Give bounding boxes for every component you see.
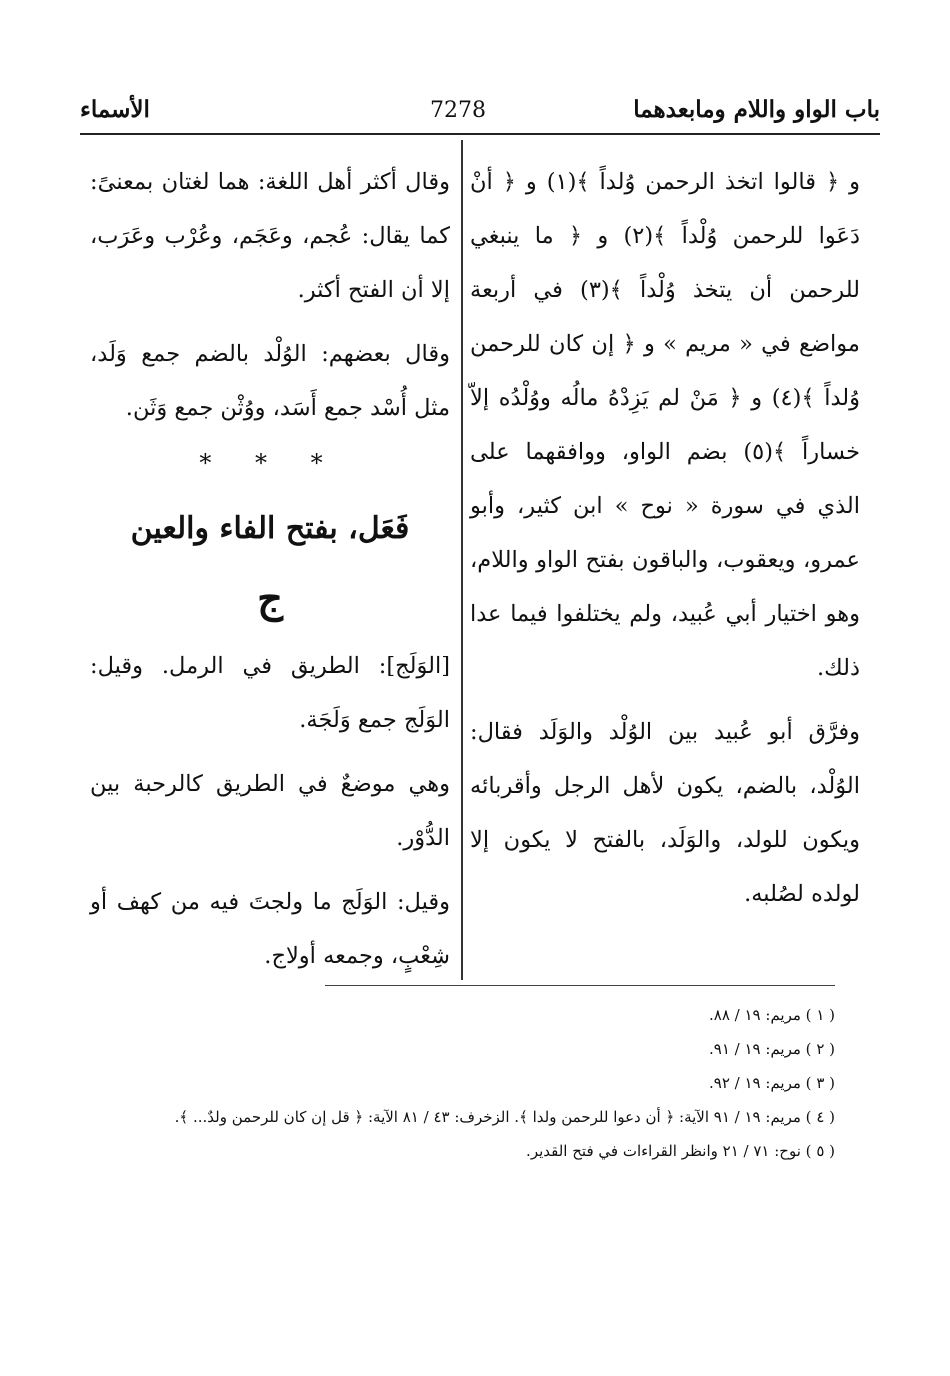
footnote: ( ٤ ) مريم: ١٩ / ٩١ الآية: ﴿ أن دعوا للرحمن ولدا ﴾. الزخرف: ٤٣ / ٨١ الآية: ﴿ قل إن كان للرحمن ولدٌ... ﴾. <box>174 1108 835 1126</box>
footnote: ( ١ ) مريم: ١٩ / ٨٨. <box>709 1006 835 1024</box>
footnote: ( ٥ ) نوح: ٧١ / ٢١ وانظر القراءات في فتح القدير. <box>526 1142 835 1160</box>
left-column <box>90 155 450 993</box>
paragraph: وقال بعضهم: الوُلْد بالضم جمع وَلَد، مثل أُسْد جمع أَسَد، ووُثْن جمع وَثَن. <box>90 341 450 421</box>
header-rule <box>80 133 880 135</box>
footnote: ( ٣ ) مريم: ١٩ / ٩٢. <box>709 1074 835 1092</box>
page-number: 7278 <box>430 98 486 123</box>
paragraph: وهي موضعٌ في الطريق كالرحبة بين الدُّوْر. <box>90 771 450 851</box>
chapter-title: باب الواو واللام ومابعدهما <box>633 96 880 123</box>
paragraph: وقيل: الوَلَج ما ولجتَ فيه من كهف أو شِعْبٍ، وجمعه أولاج. <box>90 889 450 969</box>
footnote-rule <box>325 985 835 986</box>
column-divider <box>461 140 463 980</box>
right-column <box>470 155 860 931</box>
paragraph: و ﴿ قالوا اتخذ الرحمن وُلداً ﴾(١) و ﴿ أنْ دَعَوا للرحمن وُلْداً ﴾(٢) و ﴿ ما ينبغي للرحمن أن يتخذ وُلْداً ﴾(٣) في أربعة مواضع في « مريم » و ﴿ إن كان للرحمن وُلداً ﴾(٤) و ﴿ مَنْ لم يَزِدْهُ مالُه ووُلْدُه إلاّ خساراً ﴾(٥) بضم الواو، ووافقهما على الذي في سورة « نوح » ابن كثير، وأبو عمرو، ويعقوب، والباقون بفتح الواو واللام، وهو اختيار أبي عُبيد، ولم يختلفوا فيما عدا ذلك. <box>470 169 861 681</box>
footnotes <box>100 998 835 1168</box>
paragraph: [الوَلَج]: الطريق في الرمل. وقيل: الوَلَج جمع وَلَجَة. <box>90 653 450 733</box>
section-separator: * * * <box>199 449 341 477</box>
page-header <box>80 96 880 136</box>
paragraph: وقال أكثر أهل اللغة: هما لغتان بمعنىً: كما يقال: عُجم، وعَجَم، وعُرْب وعَرَب، إلا أن الفتح أكثر. <box>90 169 450 303</box>
paragraph: وفرَّق أبو عُبيد بين الوُلْد والوَلَد فقال: الوُلْد، بالضم، يكون لأهل الرجل وأقربائه ويكون للولد، والوَلَد، بالفتح لا يكون إلا لولده لصُلبه. <box>470 719 860 907</box>
book-title: الأسماء <box>80 96 150 123</box>
section-letter: ج <box>257 575 283 622</box>
section-heading: فَعَل، بفتح الفاء والعين <box>130 511 410 546</box>
footnote: ( ٢ ) مريم: ١٩ / ٩١. <box>709 1040 835 1058</box>
